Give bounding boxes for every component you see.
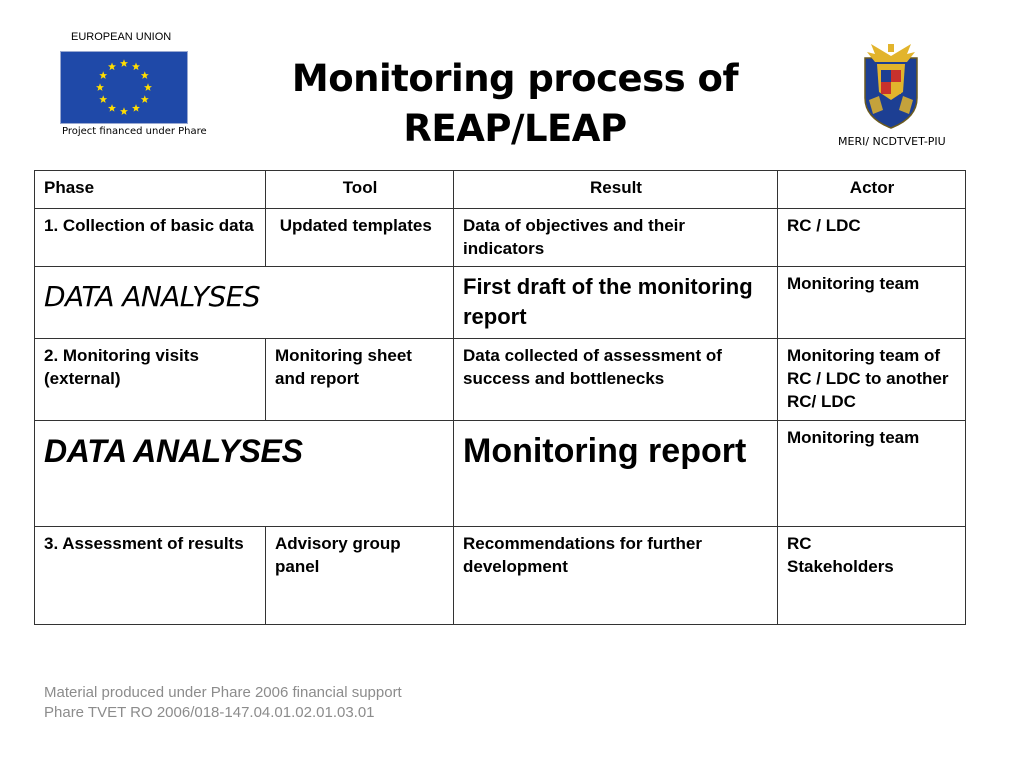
cell-tool: Monitoring sheet and report: [266, 339, 454, 421]
cell-result: Recommendations for further development: [454, 527, 778, 625]
cell-tool: Updated templates: [266, 209, 454, 267]
cell-data-analyses: DATA ANALYSES: [35, 267, 454, 339]
eu-star-icon: [141, 95, 149, 103]
cell-actor: [778, 527, 966, 625]
cell-tool: Advisory group panel: [266, 527, 454, 625]
title-line-2: REAP/LEAP: [403, 107, 627, 150]
actor-line: RC: [787, 534, 812, 553]
romania-coat-of-arms-icon: [857, 40, 925, 130]
cell-actor: RC / LDC: [778, 209, 966, 267]
footer-line-1: Material produced under Phare 2006 financial support: [44, 684, 402, 701]
table-row: [35, 267, 966, 339]
eu-label: EUROPEAN UNION: [71, 31, 172, 43]
org-label: MERI/ NCDTVET-PIU: [838, 135, 946, 148]
eu-flag-icon: [60, 51, 188, 124]
header-phase: Phase: [35, 171, 266, 209]
eu-star-icon: [141, 71, 149, 79]
eu-star-icon: [132, 63, 140, 71]
monitoring-table: [34, 170, 966, 625]
cell-actor: Monitoring team of RC / LDC to another RC/ LDC: [778, 339, 966, 421]
header-tool: Tool: [266, 171, 454, 209]
eu-project-label: Project financed under Phare: [62, 126, 207, 137]
cell-phase: 3. Assessment of results: [35, 527, 266, 625]
actor-line: Stakeholders: [787, 557, 894, 576]
eu-star-icon: [99, 95, 107, 103]
eu-star-icon: [120, 107, 128, 115]
cell-actor: Monitoring team: [778, 267, 966, 339]
cell-phase: 1. Collection of basic data: [35, 209, 266, 267]
eu-star-icon: [96, 83, 104, 91]
title-line-1: Monitoring process of: [291, 57, 739, 100]
page-title: [280, 54, 750, 154]
eu-stars: [61, 52, 187, 123]
table-row: [35, 527, 966, 625]
cell-actor: Monitoring team: [778, 421, 966, 527]
eu-star-icon: [108, 63, 116, 71]
table-header-row: [35, 171, 966, 209]
cell-result: Data of objectives and their indicators: [454, 209, 778, 267]
cell-result: First draft of the monitoring report: [454, 267, 778, 339]
header-actor: Actor: [778, 171, 966, 209]
eu-star-icon: [144, 83, 152, 91]
cell-data-analyses: DATA ANALYSES: [35, 421, 454, 527]
footer-line-2: Phare TVET RO 2006/018-147.04.01.02.01.03.01: [44, 704, 375, 721]
table-row: [35, 209, 966, 267]
table-row: [35, 339, 966, 421]
eu-star-icon: [132, 104, 140, 112]
cell-phase: 2. Monitoring visits (external): [35, 339, 266, 421]
eu-star-icon: [99, 71, 107, 79]
footer: [44, 683, 402, 723]
table-row: [35, 421, 966, 527]
cell-result: Monitoring report: [454, 421, 778, 527]
eu-star-icon: [108, 104, 116, 112]
cell-result: Data collected of assessment of success and bottlenecks: [454, 339, 778, 421]
eu-star-icon: [120, 59, 128, 67]
header-result: Result: [454, 171, 778, 209]
